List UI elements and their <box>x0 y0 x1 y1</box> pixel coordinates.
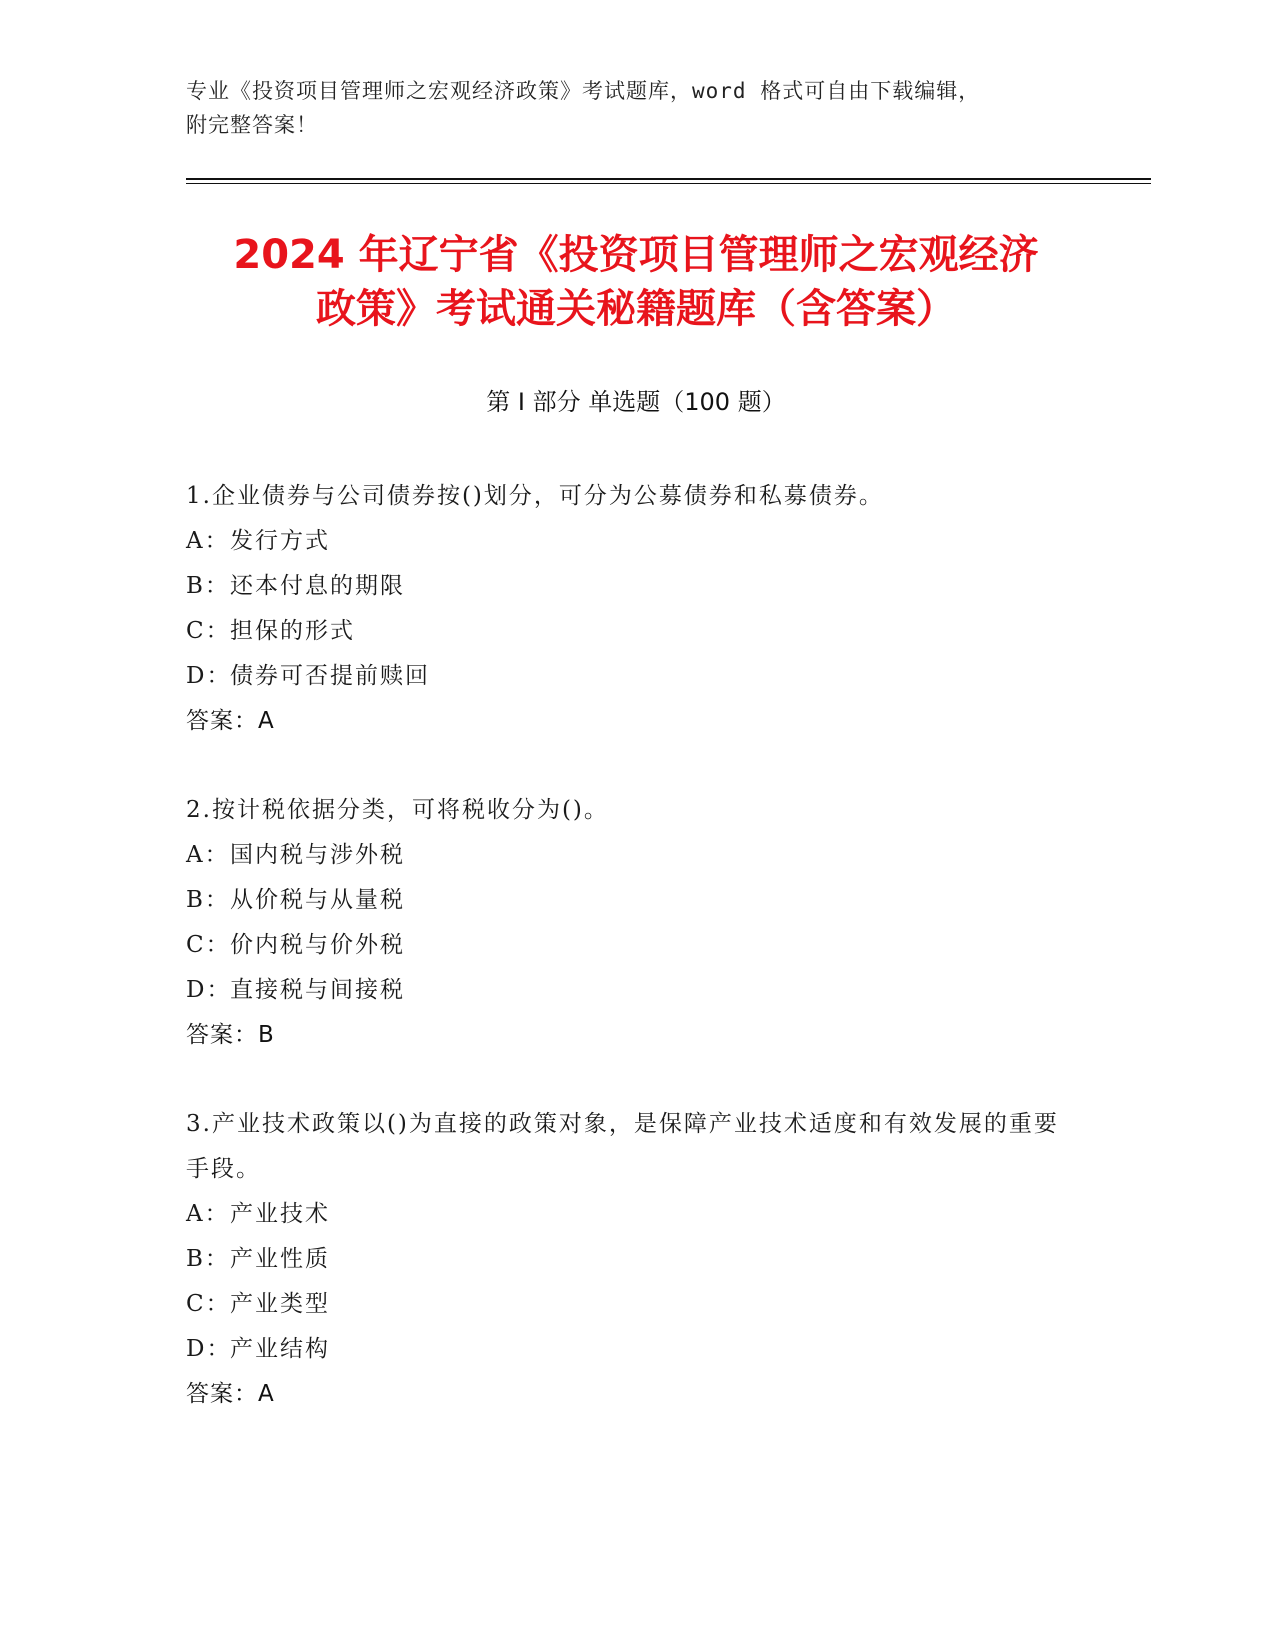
option-key: C： <box>186 618 231 644</box>
option-c <box>186 609 1066 654</box>
section-title: 第 I 部分 单选题（100 题） <box>486 388 786 416</box>
question-stem: 2.按计税依据分类，可将税收分为()。 <box>186 797 609 823</box>
option-a <box>186 833 1066 878</box>
document-title <box>186 228 1086 336</box>
option-text: 债券可否提前赎回 <box>230 663 430 689</box>
option-key: D： <box>186 1336 232 1362</box>
option-key: B： <box>186 573 230 599</box>
option-text: 产业性质 <box>230 1246 330 1272</box>
option-d <box>186 1327 1066 1372</box>
answer-line: 答案：A <box>186 708 275 734</box>
question-item <box>186 474 1066 744</box>
option-text: 发行方式 <box>230 528 330 554</box>
question-list <box>186 474 1066 1461</box>
option-d <box>186 654 1066 699</box>
option-c <box>186 923 1066 968</box>
document-title-line-2: 政策》考试通关秘籍题库（含答案） <box>316 286 956 332</box>
option-c <box>186 1282 1066 1327</box>
option-text: 国内税与涉外税 <box>230 842 405 868</box>
option-text: 产业类型 <box>230 1291 330 1317</box>
option-text: 产业技术 <box>230 1201 330 1227</box>
header-note <box>186 74 1086 142</box>
answer-line: 答案：B <box>186 1022 275 1048</box>
option-key: A： <box>186 528 230 554</box>
option-a <box>186 519 1066 564</box>
option-key: D： <box>186 977 232 1003</box>
option-text: 产业结构 <box>230 1336 330 1362</box>
option-text: 从价税与从量税 <box>230 887 405 913</box>
option-key: B： <box>186 887 230 913</box>
answer-line: 答案：A <box>186 1381 275 1407</box>
option-key: C： <box>186 932 231 958</box>
option-text: 担保的形式 <box>230 618 355 644</box>
option-key: B： <box>186 1246 230 1272</box>
question-item <box>186 788 1066 1058</box>
question-stem: 1.企业债券与公司债券按()划分，可分为公募债券和私募债券。 <box>186 483 884 509</box>
option-d <box>186 968 1066 1013</box>
header-rule-thick <box>186 178 1151 180</box>
document-title-line-1: 2024 年辽宁省《投资项目管理师之宏观经济 <box>233 232 1039 278</box>
option-a <box>186 1192 1066 1237</box>
header-rule-thin <box>186 183 1151 184</box>
option-text: 价内税与价外税 <box>230 932 405 958</box>
header-note-line-2: 附完整答案！ <box>186 113 318 137</box>
option-key: D： <box>186 663 232 689</box>
option-text: 直接税与间接税 <box>230 977 405 1003</box>
option-key: A： <box>186 1201 230 1227</box>
question-item <box>186 1102 1066 1417</box>
option-b <box>186 564 1066 609</box>
question-stem: 3.产业技术政策以()为直接的政策对象，是保障产业技术适度和有效发展的重要手段。 <box>186 1111 1059 1182</box>
option-text: 还本付息的期限 <box>230 573 405 599</box>
option-key: C： <box>186 1291 231 1317</box>
option-key: A： <box>186 842 230 868</box>
option-b <box>186 1237 1066 1282</box>
header-note-line-1: 专业《投资项目管理师之宏观经济政策》考试题库，word 格式可自由下载编辑， <box>186 79 981 103</box>
option-b <box>186 878 1066 923</box>
